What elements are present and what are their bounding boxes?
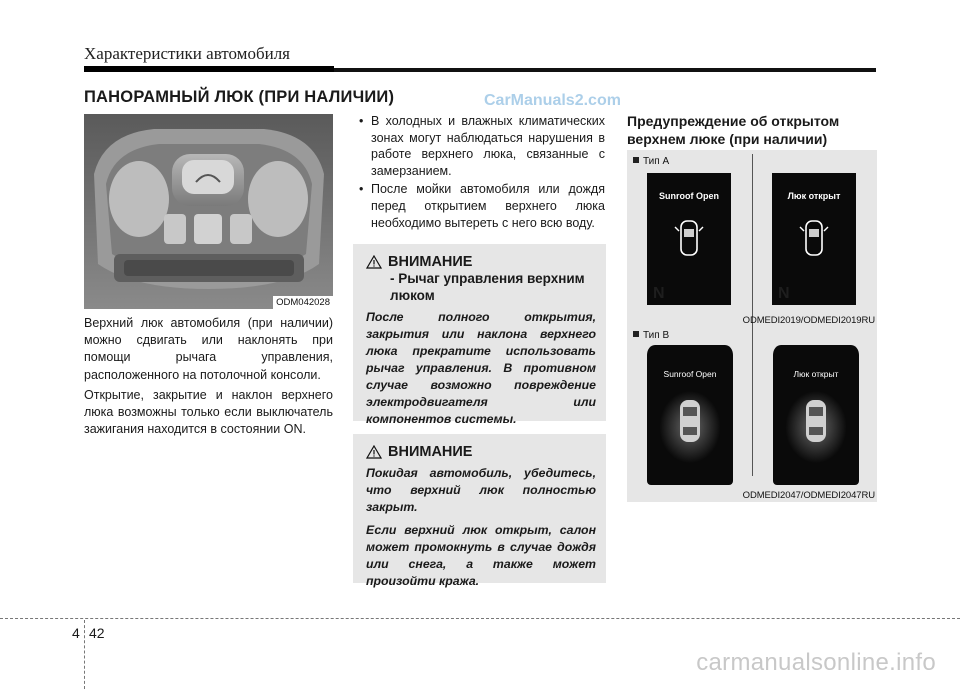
warning-body: После полного открытия, закрытия или наклона верхнего люка прекратите использовать рычаг управления. В противном случае возможно повреждение электродвигателя или компонентов системы.: [366, 310, 596, 426]
car-top-view-icon: [773, 345, 859, 485]
display-type-b-en: [647, 345, 733, 485]
image-code-b: ODMEDI2047/ODMEDI2047RU: [742, 490, 875, 501]
display-text: Sunroof Open: [663, 369, 717, 379]
display-type-b-ru: [773, 345, 859, 485]
overhead-console-photo: [84, 114, 333, 309]
warning-subheading: - Рычаг управления верхним люком: [390, 271, 585, 303]
bullet-list: [357, 113, 605, 233]
display-type-a-en: [647, 173, 731, 305]
overhead-console-illustration: [84, 114, 333, 309]
image-code-a: ODMEDI2019/ODMEDI2019RU: [742, 315, 875, 326]
header-rule: [84, 68, 876, 72]
car-top-view-icon: [647, 345, 733, 485]
bullet-item: • После мойки автомобиля или дождя перед открытием верхнего люка необходимо вытереть с него всю воду.: [357, 181, 605, 231]
left-body-text: [84, 315, 333, 441]
footer-rule: [0, 618, 960, 619]
chapter-number: 4: [72, 625, 80, 641]
warning-heading: ВНИМАНИЕ: [388, 444, 473, 460]
display-type-a-ru: [772, 173, 856, 305]
type-b-label: Тип B: [633, 330, 669, 341]
warning-box-lever: [353, 244, 606, 426]
footer-vertical-rule: [84, 620, 85, 689]
display-text: Sunroof Open: [659, 191, 719, 201]
car-top-view-icon: [647, 173, 731, 305]
paragraph: Открытие, закрытие и наклон верхнего люка возможны только если выключатель зажигания находится в состоянии ON.: [84, 387, 333, 437]
watermark-carmanualsonline: carmanualsonline.info: [696, 649, 936, 676]
section-title: ПАНОРАМНЫЙ ЛЮК (ПРИ НАЛИЧИИ): [84, 88, 395, 106]
warning-triangle-icon: [366, 445, 382, 459]
page-number: 42: [89, 625, 105, 641]
warning-body: Покидая автомобиль, убедитесь, что верхний люк полностью закрыт.: [366, 466, 596, 514]
warning-body: Если верхний люк открыт, салон может промокнуть в случае дождя или снега, а также может произойти кража.: [366, 523, 596, 588]
bullet-item: • В холодных и влажных климатических зонах могут наблюдаться нарушения в работе верхнего люка, связанные с замерзанием.: [357, 113, 605, 179]
page-header-title: Характеристики автомобиля: [84, 44, 290, 63]
sunroof-warning-title: Предупреждение об открытом верхнем люке (при наличии): [627, 113, 840, 147]
display-text: Люк открыт: [787, 191, 841, 201]
car-top-view-icon: [772, 173, 856, 305]
watermark-carmanuals: CarManuals2.com: [484, 92, 621, 109]
svg-text:N: N: [653, 285, 665, 302]
warning-triangle-icon: [366, 255, 382, 269]
type-a-label: Тип A: [633, 156, 669, 167]
svg-text:N: N: [778, 285, 790, 302]
paragraph: Верхний люк автомобиля (при наличии) можно сдвигать или наклонять при помощи рычага управления, расположенного на потолочной консоли.: [84, 316, 333, 382]
warning-heading: ВНИМАНИЕ: [388, 254, 473, 270]
photo-caption: ODM042028: [273, 296, 333, 309]
warning-box-leaving: [353, 434, 606, 588]
display-text: Люк открыт: [793, 369, 839, 379]
